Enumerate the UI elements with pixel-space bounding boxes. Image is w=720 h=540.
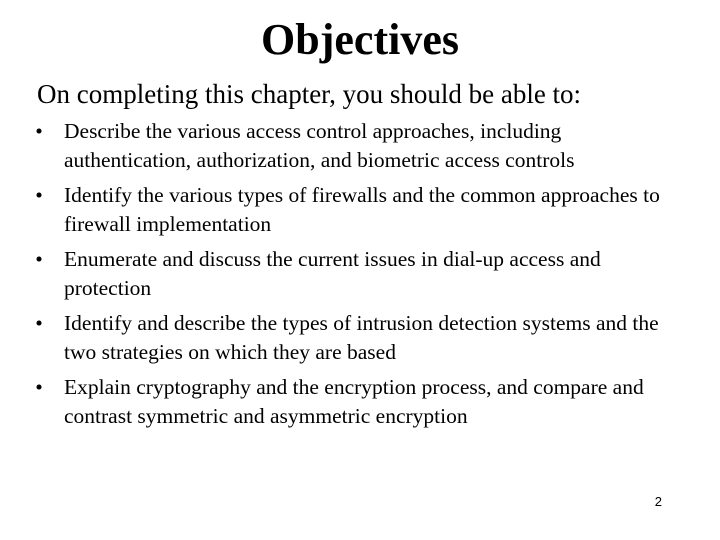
list-item [28,373,688,431]
bullet-icon: • [35,247,43,271]
list-item [28,117,688,175]
bullet-icon: • [35,311,43,335]
bullet-icon: • [35,183,43,207]
slide-title: Objectives [261,15,459,64]
bullet-text: Identify and describe the types of intrusion detection systems and the two strategies on which they are based [64,311,659,364]
bullet-text: Describe the various access control approaches, including authentication, authorization, and biometric access controls [64,119,575,172]
list-item [28,181,688,239]
bullet-icon: • [35,375,43,399]
bullet-icon: • [35,119,43,143]
bullet-text: Explain cryptography and the encryption process, and compare and contrast symmetric and asymmetric encryption [64,375,644,428]
bullet-text: Identify the various types of firewalls and the common approaches to firewall implementation [64,183,660,236]
page-number: 2 [654,494,662,509]
intro-text: On completing this chapter, you should be able to: [37,79,582,109]
list-item [28,309,688,367]
objectives-list [28,117,688,437]
bullet-text: Enumerate and discuss the current issues in dial-up access and protection [64,247,601,300]
list-item [28,245,688,303]
